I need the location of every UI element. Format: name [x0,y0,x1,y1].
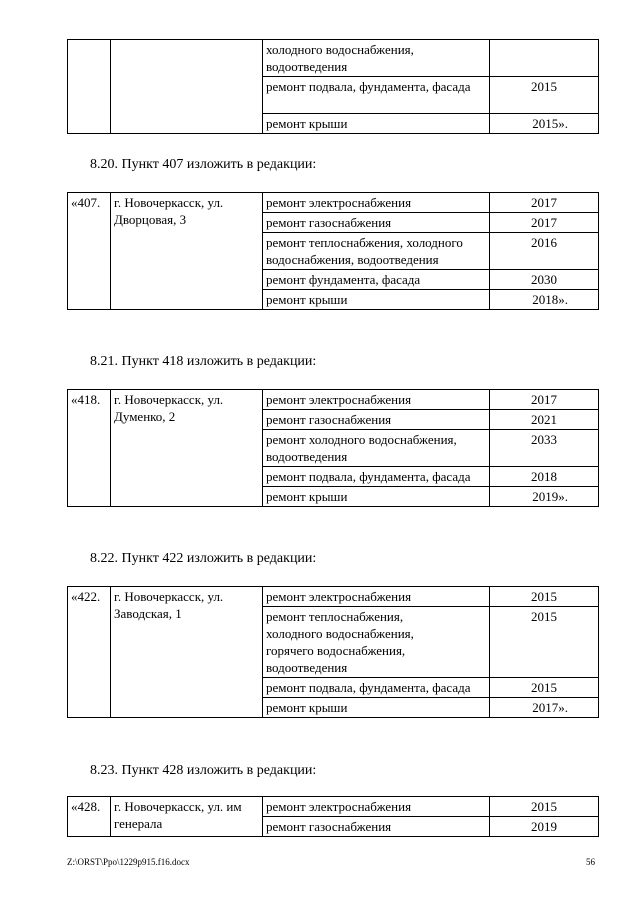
year-cell: 2019 [490,817,599,837]
work-cell: ремонт газоснабжения [263,410,490,430]
year-cell: 2015 [490,587,599,607]
address-cell [111,40,263,134]
table-row [68,797,599,817]
section-heading: 8.21. Пункт 418 изложить в редакции: [90,354,317,369]
year-cell: 2033 [490,430,599,467]
work-cell: ремонт фундамента, фасада [263,270,490,290]
year-cell: 2021 [490,410,599,430]
work-cell: ремонт крыши [263,290,490,310]
work-cell: ремонт подвала, фундамента, фасада [263,77,490,114]
address-cell: г. Новочеркасск, ул. им генерала [111,797,263,837]
table-row [68,40,599,77]
year-cell: 2017 [490,390,599,410]
year-cell: 2016 [490,233,599,270]
work-cell: ремонт электроснабжения [263,390,490,410]
section-heading: 8.22. Пункт 422 изложить в редакции: [90,551,317,566]
section-heading: 8.20. Пункт 407 изложить в редакции: [90,157,317,172]
continued-table [67,39,599,134]
section-table [67,389,599,507]
work-cell: ремонт электроснабжения [263,797,490,817]
year-cell: 2017». [490,698,599,718]
work-cell: ремонт газоснабжения [263,213,490,233]
section-table [67,796,599,837]
item-number: «418. [68,390,111,507]
work-cell: ремонт подвала, фундамента, фасада [263,678,490,698]
address-cell: г. Новочеркасск, ул. Дворцовая, 3 [111,193,263,310]
number-cell [68,40,111,134]
section-heading: 8.23. Пункт 428 изложить в редакции: [90,763,317,778]
table-row [68,193,599,213]
year-cell: 2018». [490,290,599,310]
work-cell: ремонт электроснабжения [263,193,490,213]
work-cell: ремонт крыши [263,487,490,507]
year-cell: 2017 [490,213,599,233]
year-cell: 2015 [490,77,599,114]
year-cell: 2018 [490,467,599,487]
year-cell: 2015 [490,607,599,678]
page-number: 56 [586,857,595,867]
section-table [67,192,599,310]
table-row [68,587,599,607]
work-cell: ремонт газоснабжения [263,817,490,837]
year-cell: 2015 [490,678,599,698]
work-cell: холодного водоснабжения, водоотведения [263,40,490,77]
item-number: «422. [68,587,111,718]
year-cell: 2015». [490,114,599,134]
year-cell: 2019». [490,487,599,507]
work-cell: ремонт теплоснабжения, холодного водоснабжения, горячего водоснабжения, водоотведения [263,607,490,678]
address-cell: г. Новочеркасск, ул. Думенко, 2 [111,390,263,507]
year-cell: 2015 [490,797,599,817]
year-cell: 2030 [490,270,599,290]
work-cell: ремонт подвала, фундамента, фасада [263,467,490,487]
work-cell: ремонт холодного водоснабжения, водоотведения [263,430,490,467]
table-row [68,390,599,410]
work-cell: ремонт крыши [263,114,490,134]
year-cell: 2017 [490,193,599,213]
item-number: «428. [68,797,111,837]
year-cell [490,40,599,77]
section-table [67,586,599,718]
work-cell: ремонт электроснабжения [263,587,490,607]
item-number: «407. [68,193,111,310]
footer-file-path: Z:\ORST\Ppo\1229p915.f16.docx [67,857,190,867]
work-cell: ремонт теплоснабжения, холодного водоснабжения, водоотведения [263,233,490,270]
address-cell: г. Новочеркасск, ул. Заводская, 1 [111,587,263,718]
work-cell: ремонт крыши [263,698,490,718]
